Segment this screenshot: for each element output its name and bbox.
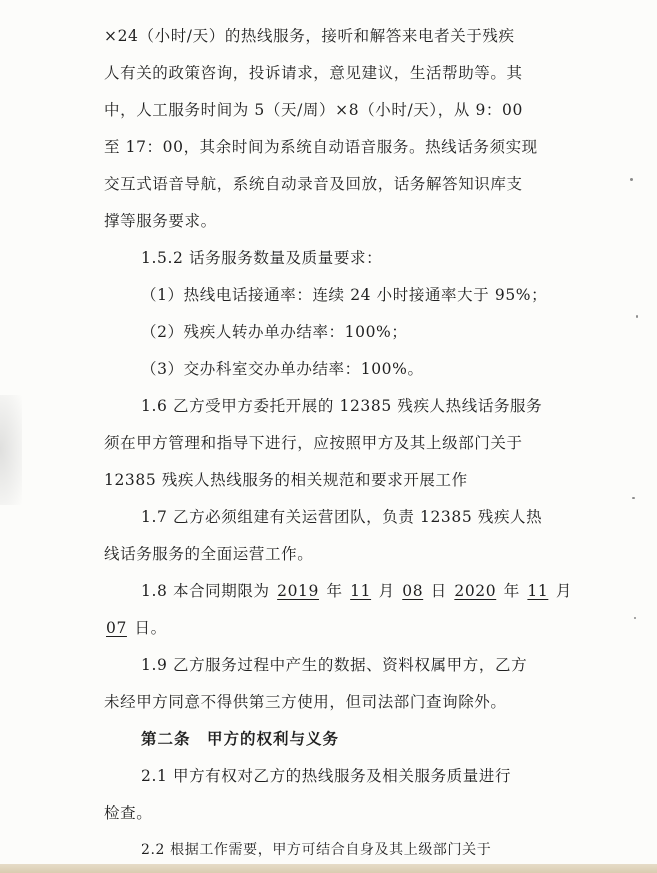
scan-speck xyxy=(636,315,638,318)
term-month-char: 月 xyxy=(378,582,395,600)
text-line: （1）热线电话接通率：连续 24 小时接通率大于 95%； xyxy=(141,286,548,304)
text-line: 线话务服务的全面运营工作。 xyxy=(104,545,314,563)
text-line: 12385 残疾人热线服务的相关规范和要求开展工作 xyxy=(104,471,468,489)
term-prefix: 1.8 本合同期限为 xyxy=(141,582,270,600)
text-line: 1.6 乙方受甲方委托开展的 12385 残疾人热线话务服务 xyxy=(141,397,543,415)
text-line: 检查。 xyxy=(104,804,153,822)
text-line: 1.9 乙方服务过程中产生的数据、资料权属甲方，乙方 xyxy=(141,656,528,674)
term-year-char: 年 xyxy=(326,582,343,600)
text-line: 1.5.2 话务服务数量及质量要求： xyxy=(141,249,383,267)
scan-stain xyxy=(0,395,22,505)
text-line: 撑等服务要求。 xyxy=(104,212,217,230)
term-end-year: 2020 xyxy=(454,582,497,600)
term-start-day: 08 xyxy=(402,582,424,600)
term-start-month: 11 xyxy=(350,582,372,600)
text-line: 交互式语音导航，系统自动录音及回放，话务解答知识库支 xyxy=(104,175,523,193)
term-end-suffix: 日。 xyxy=(134,619,167,637)
contract-term-line-end xyxy=(104,618,167,638)
section-heading: 第二条 甲方的权利与义务 xyxy=(141,729,340,748)
scan-speck xyxy=(632,497,635,499)
text-line: 1.7 乙方必须组建有关运营团队，负责 12385 残疾人热 xyxy=(141,508,543,526)
text-line: 2.2 根据工作需要，甲方可结合自身及其上级部门关于 xyxy=(141,842,492,858)
term-start-year: 2019 xyxy=(277,582,319,600)
text-line: 至 17：00，其余时间为系统自动语音服务。热线话务须实现 xyxy=(104,138,538,156)
text-line: 未经甲方同意不得供第三方使用，但司法部门查询除外。 xyxy=(104,693,507,711)
term-end-day: 07 xyxy=(106,619,127,637)
term-day-char: 日 xyxy=(430,582,447,600)
text-line: 2.1 甲方有权对乙方的热线服务及相关服务质量进行 xyxy=(141,767,512,785)
text-line: ×24（小时/天）的热线服务，接听和解答来电者关于残疾 xyxy=(104,27,515,45)
text-line: 中，人工服务时间为 5（天/周）×8（小时/天），从 9：00 xyxy=(104,101,523,119)
text-line: （3）交办科室交办单办结率：100%。 xyxy=(141,360,424,378)
scan-speck xyxy=(634,617,636,619)
text-line: 须在甲方管理和指导下进行，应按照甲方及其上级部门关于 xyxy=(104,434,523,452)
term-month-char: 月 xyxy=(555,582,572,600)
term-end-month: 11 xyxy=(527,582,549,600)
text-line: 人有关的政策咨询，投诉请求，意见建议，生活帮助等。其 xyxy=(104,64,523,82)
page-bottom-edge xyxy=(0,864,657,873)
text-line: （2）残疾人转办单办结率：100%； xyxy=(141,323,408,341)
term-year-char: 年 xyxy=(503,582,520,600)
scan-speck xyxy=(630,178,633,181)
contract-term-line xyxy=(141,581,572,601)
